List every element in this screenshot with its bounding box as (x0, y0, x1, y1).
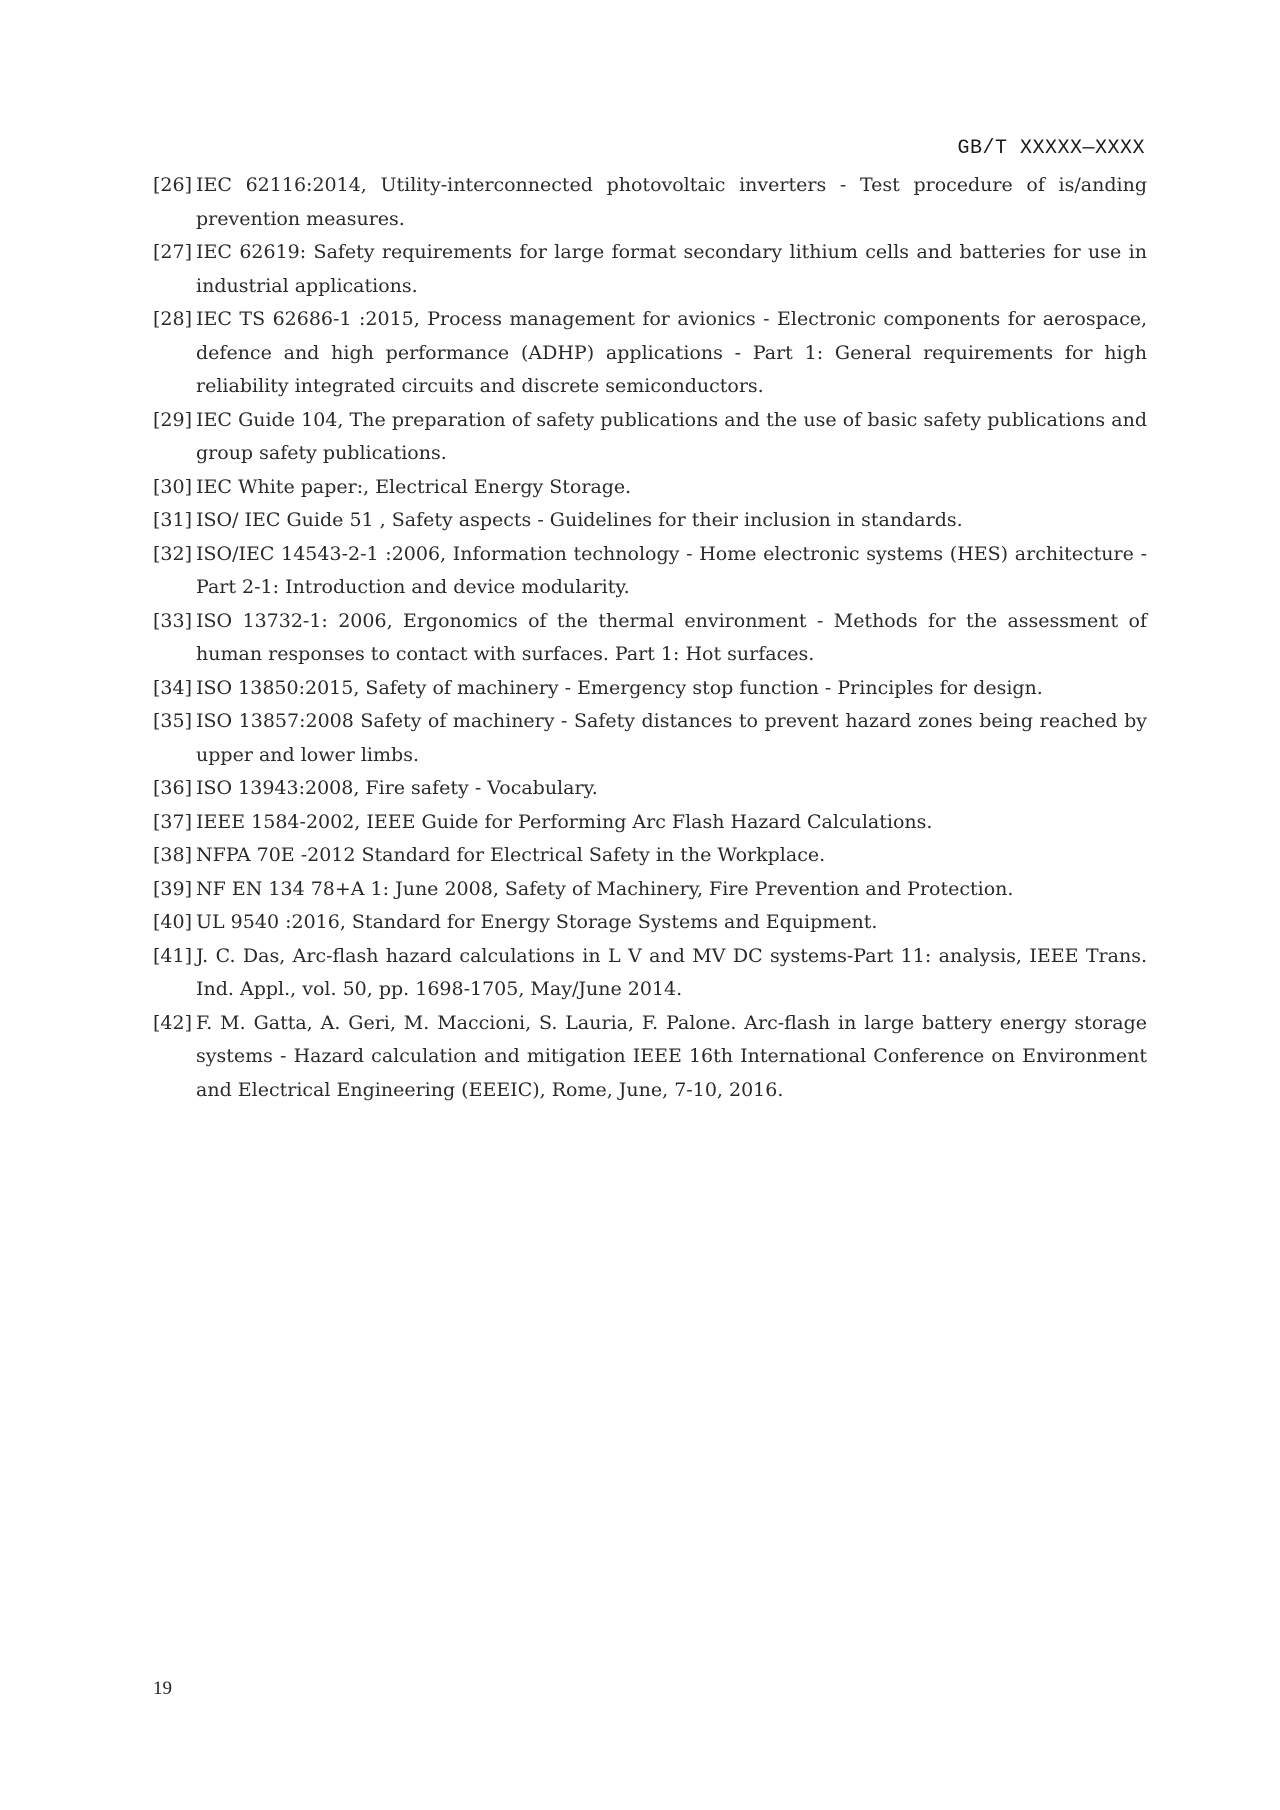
reference-number: [34] (153, 676, 193, 699)
reference-item (153, 772, 1147, 806)
reference-text: ISO 13850:2015, Safety of machinery - Emergency stop function - Principles for design. (196, 676, 1043, 699)
reference-item (153, 940, 1147, 1007)
reference-item (153, 605, 1147, 672)
reference-number: [28] (153, 308, 193, 330)
reference-item (153, 1007, 1147, 1108)
page-number: 19 (153, 1678, 172, 1699)
reference-number: [30] (153, 475, 193, 498)
reference-number: [32] (153, 542, 193, 565)
reference-text: IEC Guide 104, The preparation of safety publications and the use of basic safety publications and group safety publications. (196, 408, 1147, 464)
reference-number: [35] (153, 710, 193, 732)
reference-number: [40] (153, 911, 193, 933)
reference-item (153, 839, 1147, 873)
reference-text: ISO/IEC 14543-2-1 :2006, Information technology - Home electronic systems (HES) architecture - Part 2-1: Introduction and device modularity. (196, 542, 1147, 598)
reference-item (153, 705, 1147, 772)
reference-text: F. M. Gatta, A. Geri, M. Maccioni, S. Lauria, F. Palone. Arc-flash in large battery energy storage systems - Hazard calculation and mitigation IEEE 16th International Conference on Environment and Electrical Engineering (EEEIC), Rome, June, 7-10, 2016. (196, 1011, 1147, 1101)
reference-text: ISO 13943:2008, Fire safety - Vocabulary. (196, 777, 598, 799)
reference-item (153, 236, 1147, 303)
reference-item (153, 404, 1147, 471)
reference-number: [27] (153, 241, 193, 263)
reference-number: [33] (153, 609, 193, 632)
reference-number: [37] (153, 810, 193, 833)
reference-text: UL 9540 :2016, Standard for Energy Storage Systems and Equipment. (196, 911, 878, 933)
reference-number: [38] (153, 844, 193, 866)
reference-text: J. C. Das, Arc-flash hazard calculations in L V and MV DC systems-Part 11: analysis, IEEE Trans. Ind. Appl., vol. 50, pp. 1698-1705, May/June 2014. (196, 944, 1147, 1000)
reference-text: IEEE 1584-2002, IEEE Guide for Performing Arc Flash Hazard Calculations. (196, 810, 933, 833)
document-code-header: GB/T XXXXX—XXXX (957, 137, 1145, 160)
reference-text: IEC 62619: Safety requirements for large format secondary lithium cells and batteries for use in industrial applications. (196, 241, 1147, 297)
reference-item (153, 538, 1147, 605)
reference-list (153, 169, 1147, 1107)
reference-number: [41] (153, 944, 193, 967)
reference-item (153, 169, 1147, 236)
reference-item (153, 471, 1147, 505)
reference-item (153, 504, 1147, 538)
reference-number: [26] (153, 174, 193, 196)
reference-text: ISO/ IEC Guide 51 , Safety aspects - Guidelines for their inclusion in standards. (196, 509, 963, 531)
reference-item (153, 303, 1147, 404)
reference-text: NFPA 70E -2012 Standard for Electrical Safety in the Workplace. (196, 844, 826, 866)
reference-item (153, 806, 1147, 840)
reference-text: NF EN 134 78+A 1: June 2008, Safety of Machinery, Fire Prevention and Protection. (196, 877, 1014, 900)
reference-text: IEC White paper:, Electrical Energy Storage. (196, 475, 632, 498)
reference-number: [39] (153, 877, 193, 900)
reference-text: ISO 13857:2008 Safety of machinery - Safety distances to prevent hazard zones being reached by upper and lower limbs. (196, 710, 1147, 766)
reference-number: [31] (153, 509, 193, 531)
reference-number: [36] (153, 777, 193, 799)
reference-number: [29] (153, 408, 193, 431)
reference-item (153, 906, 1147, 940)
reference-text: IEC TS 62686-1 :2015, Process management for avionics - Electronic components for aerospace, defence and high performance (ADHP) applications - Part 1: General requirements for high reliability integrated circuits and discrete semiconductors. (196, 308, 1147, 397)
reference-text: IEC 62116:2014, Utility-interconnected photovoltaic inverters - Test procedure of is/anding prevention measures. (196, 174, 1147, 230)
reference-number: [42] (153, 1011, 193, 1034)
reference-item (153, 672, 1147, 706)
reference-item (153, 873, 1147, 907)
reference-text: ISO 13732-1: 2006, Ergonomics of the thermal environment - Methods for the assessment of human responses to contact with surfaces. Part 1: Hot surfaces. (196, 609, 1147, 665)
